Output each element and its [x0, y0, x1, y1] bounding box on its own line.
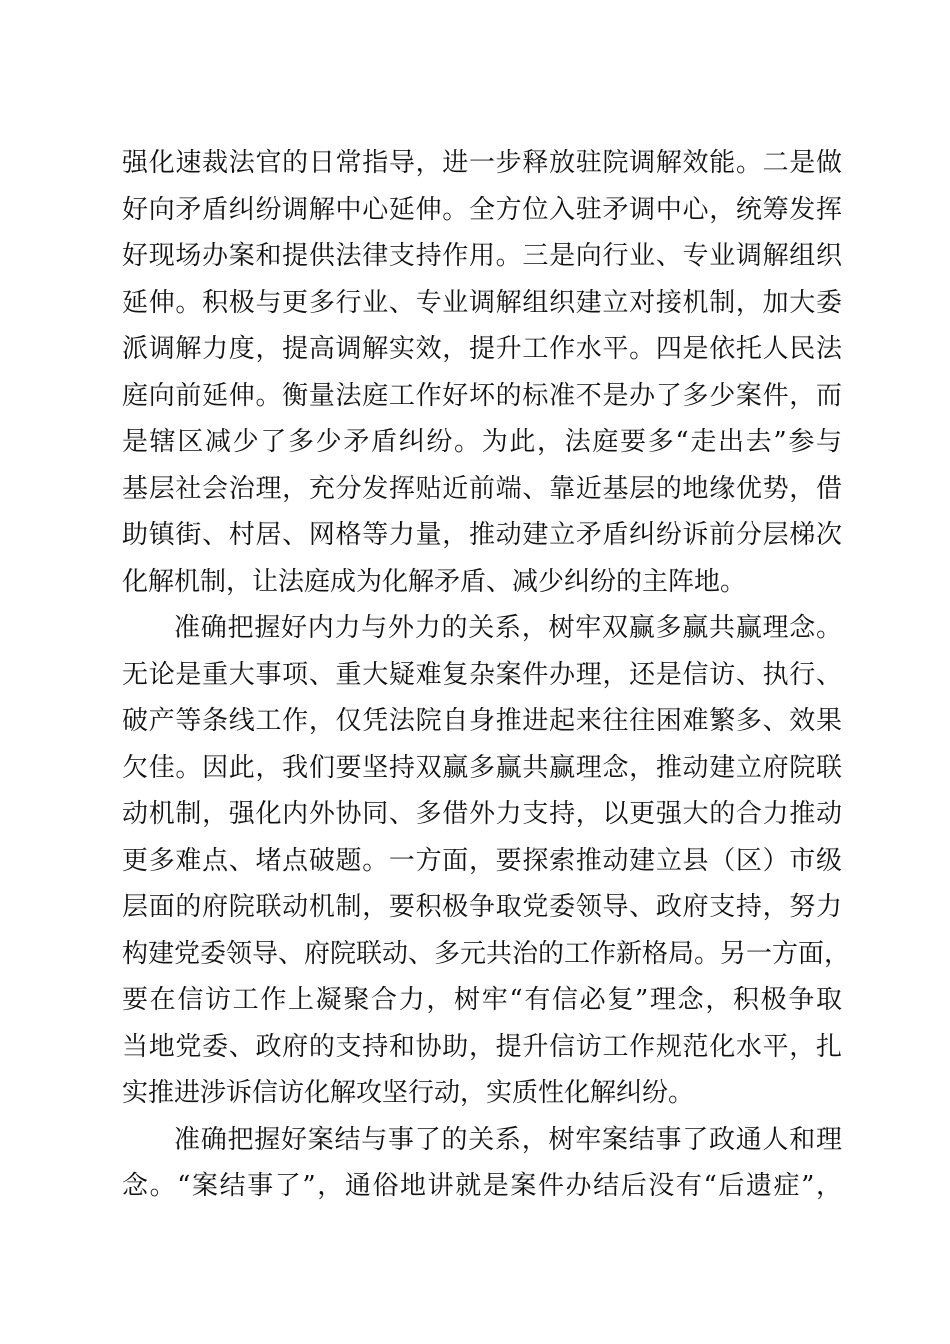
- text-line: 庭向前延伸。衡量法庭工作好坏的标准不是办了多少案件，而: [122, 380, 842, 411]
- text-line: 派调解力度，提高调解实效，提升工作水平。四是依托人民法: [122, 334, 842, 364]
- text-line: 构建党委领导、府院联动、多元共治的工作新格局。另一方面，: [122, 938, 851, 969]
- paragraph-first-line: 准确把握好案结与事了的关系，树牢案结事了政通人和理: [174, 1124, 842, 1155]
- text-line: 基层社会治理，充分发挥贴近前端、靠近基层的地缘优势，借: [122, 473, 842, 504]
- paragraph-first-line: 准确把握好内力与外力的关系，树牢双赢多赢共赢理念。: [174, 613, 842, 643]
- text-line: 是辖区减少了多少矛盾纠纷。为此，法庭要多“走出去”参与: [122, 427, 842, 457]
- text-line: 欠佳。因此，我们要坚持双赢多赢共赢理念，推动建立府院联: [122, 752, 842, 783]
- text-line: 好向矛盾纠纷调解中心延伸。全方位入驻矛调中心，统筹发挥: [122, 194, 842, 225]
- text-line: 实推进涉诉信访化解攻坚行动，实质性化解纠纷。: [122, 1078, 695, 1108]
- text-line: 要在信访工作上凝聚合力，树牢“有信必复”理念，积极争取: [122, 985, 842, 1015]
- text-line: 念。“案结事了”，通俗地讲就是案件办结后没有“后遗症”，: [122, 1171, 842, 1201]
- text-line: 当地党委、政府的支持和协助，提升信访工作规范化水平，扎: [122, 1031, 842, 1062]
- text-line: 延伸。积极与更多行业、专业调解组织建立对接机制，加大委: [122, 287, 842, 318]
- text-line: 化解机制，让法庭成为化解矛盾、减少纠纷的主阵地。: [122, 566, 747, 597]
- text-line: 动机制，强化内外协同、多借外力支持，以更强大的合力推动: [122, 799, 842, 829]
- text-line: 层面的府院联动机制，要积极争取党委领导、政府支持，努力: [122, 892, 842, 922]
- text-line: 更多难点、堵点破题。一方面，要探索推动建立县（区）市级: [122, 845, 842, 876]
- body-text: [122, 140, 851, 1210]
- text-line: 无论是重大事项、重大疑难复杂案件办理，还是信访、执行、: [122, 659, 842, 690]
- text-line: 破产等条线工作，仅凭法院自身推进起来往往困难繁多、效果: [122, 706, 842, 736]
- text-line: 强化速裁法官的日常指导，进一步释放驻院调解效能。二是做: [122, 148, 842, 178]
- text-line: 好现场办案和提供法律支持作用。三是向行业、专业调解组织: [122, 241, 842, 271]
- text-line: 助镇街、村居、网格等力量，推动建立矛盾纠纷诉前分层梯次: [122, 520, 842, 550]
